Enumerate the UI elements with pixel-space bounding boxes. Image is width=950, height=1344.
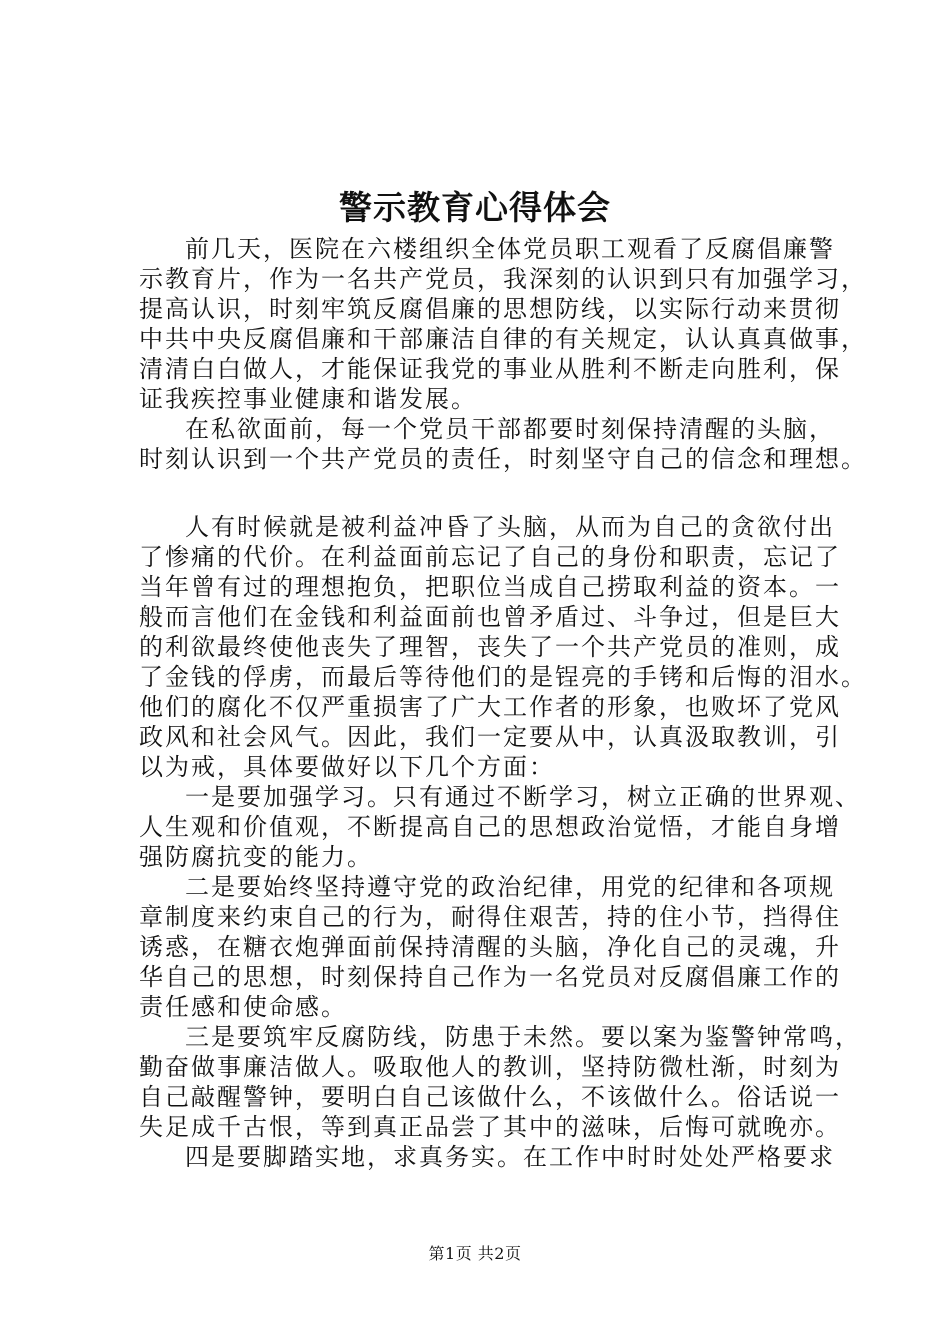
- text-line: 诱惑，在糖衣炮弹面前保持清醒的头脑，净化自己的灵魂，升: [139, 933, 841, 961]
- page-footer: 第1页 共2页: [428, 1244, 522, 1263]
- text-line: 般而言他们在金钱和利益面前也曾矛盾过、斗争过，但是巨大: [139, 603, 841, 631]
- text-line: 一是要加强学习。只有通过不断学习，树立正确的世界观、: [185, 783, 861, 811]
- text-line: 三是要筑牢反腐防线，防患于未然。要以案为鉴警钟常鸣，: [185, 1023, 861, 1051]
- text-line: 勤奋做事廉洁做人。吸取他人的教训，坚持防微杜渐，时刻为: [139, 1053, 841, 1081]
- text-line: 责任感和使命感。: [139, 993, 347, 1021]
- text-line: 人生观和价值观，不断提高自己的思想政治觉悟，才能自身增: [139, 813, 841, 841]
- text-line: 华自己的思想，时刻保持自己作为一名党员对反腐倡廉工作的: [139, 963, 841, 991]
- text-line: 在私欲面前，每一个党员干部都要时刻保持清醒的头脑，: [185, 415, 835, 443]
- document-title: 警示教育心得体会: [339, 188, 611, 227]
- text-line: 的利欲最终使他丧失了理智，丧失了一个共产党员的准则，成: [139, 633, 841, 661]
- paragraph: [139, 1022, 861, 1142]
- text-line: 失足成千古恨，等到真正品尝了其中的滋味，后悔可就晚亦。: [139, 1113, 841, 1141]
- document-body: [139, 234, 867, 1172]
- text-line: 示教育片，作为一名共产党员，我深刻的认识到只有加强学习，: [139, 265, 867, 293]
- text-line: 时刻认识到一个共产党员的责任，时刻坚守自己的信念和理想。: [139, 445, 867, 473]
- paragraph: [139, 1142, 835, 1172]
- text-line: 政风和社会风气。因此，我们一定要从中，认真汲取教训，引: [139, 723, 841, 751]
- text-line: 证我疾控事业健康和谐发展。: [139, 385, 477, 413]
- text-line: 章制度来约束自己的行为，耐得住艰苦，持的住小节，挡得住: [139, 903, 841, 931]
- text-line: 前几天，医院在六楼组织全体党员职工观看了反腐倡廉警: [185, 235, 835, 263]
- paragraph: [139, 414, 867, 474]
- text-line: 四是要脚踏实地，求真务实。在工作中时时处处严格要求: [185, 1143, 835, 1171]
- paragraph: [139, 512, 867, 782]
- text-line: 了金钱的俘虏，而最后等待他们的是锃亮的手铐和后悔的泪水。: [139, 663, 867, 691]
- paragraph: [139, 872, 841, 1022]
- text-line: 他们的腐化不仅严重损害了广大工作者的形象，也败坏了党风: [139, 693, 841, 721]
- text-line: 提高认识，时刻牢筑反腐倡廉的思想防线，以实际行动来贯彻: [139, 295, 841, 323]
- text-line: 当年曾有过的理想抱负，把职位当成自己捞取利益的资本。一: [139, 573, 841, 601]
- paragraph-spacer: [139, 474, 829, 512]
- text-line: 人有时候就是被利益冲昏了头脑，从而为自己的贪欲付出: [185, 513, 835, 541]
- text-line: 强防腐抗变的能力。: [139, 843, 373, 871]
- text-line: 自己敲醒警钟，要明白自己该做什么，不该做什么。俗话说一: [139, 1083, 841, 1111]
- text-line: 清清白白做人，才能保证我党的事业从胜利不断走向胜利，保: [139, 355, 841, 383]
- text-line: 二是要始终坚持遵守党的政治纪律，用党的纪律和各项规: [185, 873, 835, 901]
- text-line: 以为戒，具体要做好以下几个方面：: [139, 753, 555, 781]
- paragraph: [139, 782, 861, 872]
- text-line: 中共中央反腐倡廉和干部廉洁自律的有关规定，认认真真做事，: [139, 325, 867, 353]
- paragraph: [139, 234, 867, 414]
- text-line: 了惨痛的代价。在利益面前忘记了自己的身份和职责，忘记了: [139, 543, 841, 571]
